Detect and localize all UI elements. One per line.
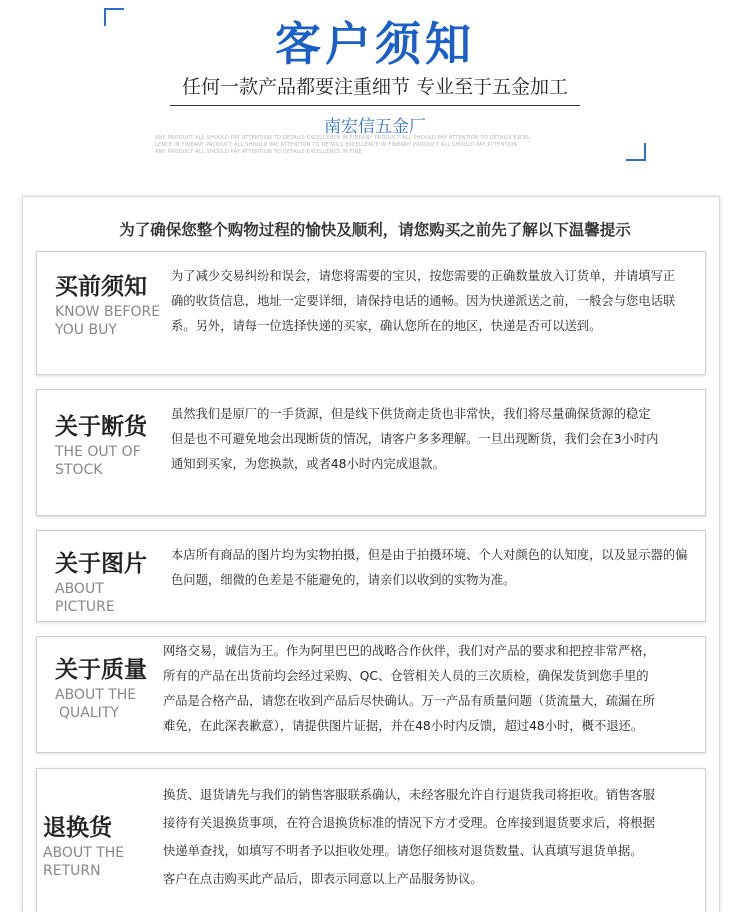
section-english-line: KNOW BEFORE bbox=[55, 304, 161, 320]
section-body bbox=[163, 639, 655, 739]
section-english-line: THE OUT OF bbox=[55, 444, 141, 460]
section-line: 确的收货信息，地址一定要详细，请保持电话的通畅。因为快递派送之前，一般会与您电话联 bbox=[171, 294, 676, 308]
section-line: 接待有关退换货事项，在符合退换货标准的情况下方才受理。仓库接到退货要求后，将根据 bbox=[163, 816, 655, 830]
section-line: 但是也不可避免地会出现断货的情况，请客户多多理解。一旦出现断货，我们会在3小时内 bbox=[171, 432, 659, 446]
section-line: 产品是合格产品，请您在收到产品后尽快确认。万一产品有质量问题（货流量大，疏漏在所 bbox=[163, 694, 655, 708]
section-heading bbox=[55, 268, 160, 339]
section-line: 换货、退货请先与我们的销售客服联系确认，未经客服允许自行退货我司将拒收。销售客服 bbox=[163, 788, 655, 802]
section-body bbox=[163, 781, 655, 893]
factory-name: 南宏信五金厂 bbox=[324, 117, 426, 137]
section-english-line: QUALITY bbox=[59, 705, 119, 721]
section-english-line: ABOUT THE bbox=[55, 687, 137, 703]
section-line: 虽然我们是原厂的一手货源，但是线下供货商走货也非常快，我们将尽量确保货源的稳定 bbox=[171, 407, 651, 421]
corner-bracket-bottom-right bbox=[626, 143, 646, 161]
section-english-line: ABOUT bbox=[55, 581, 104, 597]
section-about-quality bbox=[36, 636, 706, 753]
section-title: 关于图片 bbox=[55, 551, 147, 577]
section-title: 关于断货 bbox=[55, 414, 147, 440]
section-heading bbox=[55, 545, 147, 616]
section-line: 色问题，细微的色差是不能避免的，请亲们以收到的实物为准。 bbox=[171, 573, 516, 587]
fine-print bbox=[155, 135, 595, 156]
section-line: 通知到买家，为您换款，或者48小时内完成退款。 bbox=[171, 457, 445, 471]
section-line: 网络交易，诚信为王。作为阿里巴巴的战略合作伙伴，我们对产品的要求和把控非常严格， bbox=[163, 644, 655, 658]
section-body bbox=[171, 264, 675, 339]
section-about-return bbox=[36, 768, 706, 912]
section-title: 关于质量 bbox=[55, 657, 147, 683]
section-title: 退换货 bbox=[43, 815, 112, 841]
section-english-line: PICTURE bbox=[55, 599, 115, 615]
fine-print-line: ANY PRODUCT ALL SHOULD PAY ATTENTION TO DETAILS EXCELLENCE IN FINEANY PRODUCT ALL SHOULD PAY ATTENTION TO DETAILS EXCEL bbox=[155, 135, 531, 141]
section-english-title bbox=[55, 303, 160, 339]
section-english-line: ABOUT THE bbox=[43, 845, 125, 861]
section-english-title bbox=[55, 443, 147, 479]
page-subtitle: 任何一款产品都要注重细节 专业至于五金加工 bbox=[170, 72, 580, 106]
section-line: 为了减少交易纠纷和误会，请您将需要的宝贝，按您需要的正确数量放入订货单，并请填写正 bbox=[171, 269, 676, 283]
section-line: 难免，在此深表歉意），请提供图片证据，并在48小时内反馈，超过48小时，概不退还。 bbox=[163, 719, 644, 733]
section-line: 客户在点击购买此产品后，即表示同意以上产品服务协议。 bbox=[163, 872, 483, 886]
section-body bbox=[171, 543, 687, 593]
section-know-before-you-buy bbox=[36, 251, 706, 375]
fine-print-line: LENCE IN FINEANY PRODUCT ALL SHOULD PAY ATTENTION TO DETAILS EXCELLENCE IN FINEANY PRODUCT ALL SHOULD PAY ATTENTION bbox=[155, 142, 518, 148]
section-english-title bbox=[55, 580, 147, 616]
section-heading bbox=[43, 809, 124, 880]
section-about-picture bbox=[36, 530, 706, 622]
section-out-of-stock bbox=[36, 389, 706, 516]
section-english-line: YOU BUY bbox=[55, 322, 117, 338]
section-english-title bbox=[43, 844, 124, 880]
section-english-title bbox=[55, 686, 147, 722]
section-heading bbox=[55, 651, 147, 722]
fine-print-line: ANY PRODUCT ALL SHOULD PAY ATTENTION TO DETAILS EXCELLENCE IN FINE bbox=[155, 149, 362, 155]
section-body bbox=[171, 402, 658, 477]
section-english-line: RETURN bbox=[43, 863, 101, 879]
section-line: 所有的产品在出货前均会经过采购、QC、仓管相关人员的三次质检，确保发货到您手里的 bbox=[163, 669, 649, 683]
section-heading bbox=[55, 408, 147, 479]
section-english-line: STOCK bbox=[55, 462, 103, 478]
intro-text: 为了确保您整个购物过程的愉快及顺利，请您购买之前先了解以下温馨提示 bbox=[119, 221, 631, 239]
section-line: 快递单查找，如填写不明者予以拒收处理。请您仔细核对退货数量、认真填写退货单据。 bbox=[163, 844, 643, 858]
section-line: 系。另外，请每一位选择快递的买家，确认您所在的地区，快递是否可以送到。 bbox=[171, 319, 602, 333]
page-title: 客户须知 bbox=[275, 17, 475, 71]
section-title: 买前须知 bbox=[55, 274, 147, 300]
section-line: 本店所有商品的图片均为实物拍摄，但是由于拍摄环境、个人对颜色的认知度，以及显示器的偏 bbox=[171, 548, 688, 562]
